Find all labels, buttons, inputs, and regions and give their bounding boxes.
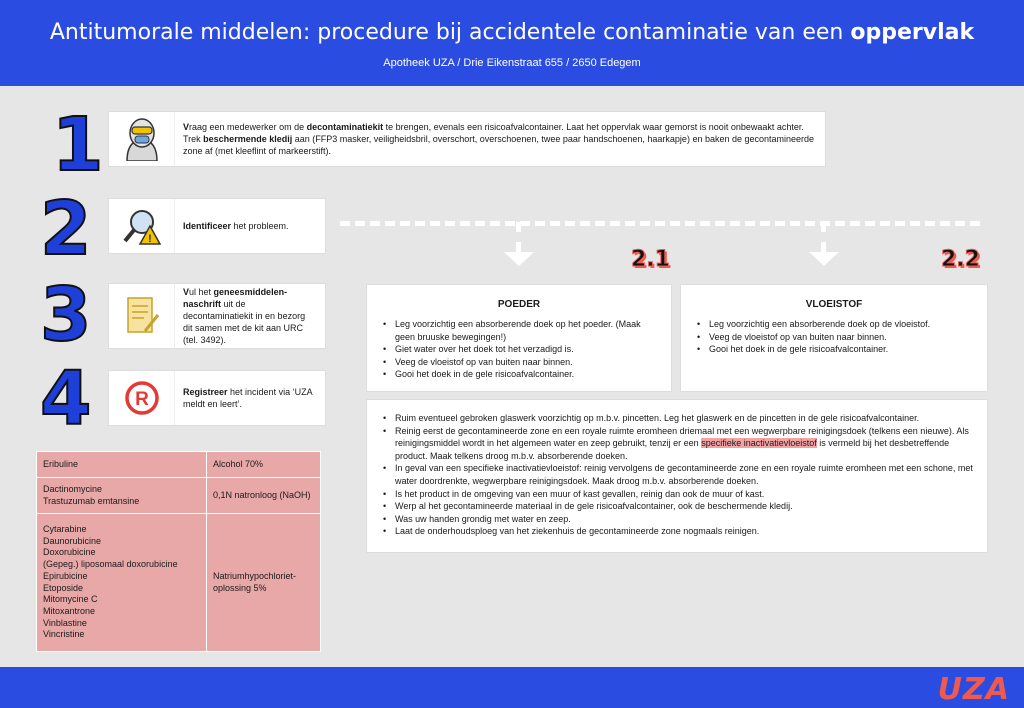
bold-text: V (183, 286, 190, 297)
drug-name: Eribuline (43, 458, 79, 469)
general-instructions-card (366, 399, 988, 553)
vloeistof-card (680, 284, 988, 392)
arrow-down-icon (809, 252, 839, 266)
table-cell-solvent: Alcohol 70% (207, 452, 321, 478)
hazmat-person-icon (109, 112, 175, 166)
page-footer (0, 667, 1024, 708)
step-number-2: 2 (40, 186, 92, 272)
document-pen-icon (109, 284, 175, 348)
table-cell-drugs (37, 514, 207, 652)
registered-icon (109, 371, 175, 425)
bold-text: Identificeer (183, 220, 232, 231)
bold-text: decontaminatiekit (306, 121, 384, 132)
page-title (0, 20, 1024, 45)
list-item: • Veeg de vloeistof op van buiten naar binnen. (383, 356, 657, 369)
drug-name: Mitoxantrone (43, 605, 96, 616)
drug-name: Trastuzumab emtansine (43, 495, 140, 506)
svg-text:!: ! (147, 233, 152, 245)
bold-text: Registreer (183, 386, 228, 397)
table-cell-drugs (37, 478, 207, 514)
agents-table (36, 451, 321, 652)
list-item: • Laat de onderhoudsploeg van het ziekenhuis de gecontamineerde zone nogmaals reinigen. (383, 525, 973, 538)
list-item: • Ruim eventueel gebroken glaswerk voorzichtig op m.b.v. pincetten. Leg het glaswerk en de pincetten in de gele risicoafvalcontainer. (383, 412, 973, 425)
text: te brengen, evenals een risicoafvalcontainer. Laat het oppervlak waar gemorst is nooit onbewaakt achter. Trek (183, 121, 804, 144)
step-number-1: 1 (52, 102, 104, 188)
list-item: • Gooi het doek in de gele risicoafvalcontainer. (383, 368, 657, 381)
dashed-connector-left-stem (516, 222, 521, 252)
list-item: • Was uw handen grondig met water en zeep. (383, 513, 973, 526)
step-4-text (175, 386, 325, 410)
svg-text:R: R (134, 389, 149, 410)
drug-name: Etoposide (43, 582, 84, 593)
drug-name: Daunorubicine (43, 535, 102, 546)
arrow-down-icon (504, 252, 534, 266)
list-item: • Gooi het doek in de gele risicoafvalcontainer. (697, 343, 973, 356)
uza-logo: UZA (937, 672, 1010, 707)
list-item: • Leg voorzichtig een absorberende doek op de vloeistof. (697, 318, 973, 331)
drug-name: Dactinomycine (43, 483, 103, 494)
step-2-card (108, 198, 326, 254)
list-item (383, 425, 973, 463)
poeder-list (367, 318, 671, 381)
poeder-title: POEDER (497, 299, 541, 310)
step-4-card (108, 370, 326, 426)
page-header (0, 0, 1024, 86)
drug-name: Epirubicine (43, 570, 88, 581)
page-subtitle: Apotheek UZA / Drie Eikenstraat 655 / 2650 Edegem (383, 57, 641, 69)
list-item-text: is vermeld bij het desbetreffende product. Maak telkens droog m.b.v. absorberende doeken. (395, 438, 950, 461)
list-item: • Werp al het gecontamineerde materiaal in de gele risicoafvalcontainer, ook de beschermende kledij. (383, 500, 973, 513)
table-cell-solvent: Natriumhypochloriet-oplossing 5% (207, 514, 321, 652)
step-number-3: 3 (40, 272, 92, 358)
drug-name: Mitomycine C (43, 594, 98, 605)
vloeistof-list (681, 318, 987, 356)
general-list (367, 412, 987, 538)
bold-text: geneesmiddelen-naschrift (183, 286, 288, 309)
poeder-card (366, 284, 672, 392)
drug-name: Cytarabine (43, 524, 87, 535)
step-3-card (108, 283, 326, 349)
drug-name: Vincristine (43, 629, 85, 640)
list-item: • Veeg de vloeistof op van buiten naar binnen. (697, 331, 973, 344)
drug-name: (Gepeg.) liposomaal doxorubicine (43, 559, 178, 570)
drug-name: Doxorubicine (43, 547, 96, 558)
magnifier-warning-icon (109, 199, 175, 253)
badge-2-2: 2.2 (941, 247, 980, 272)
step-1-card (108, 111, 826, 167)
bold-text: beschermende kledij (203, 133, 293, 144)
text: raag een medewerker om de (189, 121, 307, 132)
text: het incident via ‘UZA meldt en leert’. (183, 386, 313, 409)
drug-name: Vinblastine (43, 617, 87, 628)
step-number-4: 4 (40, 356, 92, 442)
text: aan (FFP3 masker, veiligheidsbril, overschort, overschoenen, twee paar handschoenen, haarkapje) en baken de gecontamineerde zone af (met kleeflint of markeerstift). (183, 133, 815, 157)
list-item: • Leg voorzichtig een absorberende doek op het poeder. (Maak geen bruuske bewegingen!) (383, 318, 657, 343)
step-2-text (175, 220, 297, 232)
table-row (37, 452, 321, 478)
text: het probleem. (231, 220, 289, 231)
bold-text: V (183, 121, 190, 132)
dashed-connector-right-stem (821, 222, 826, 252)
dashed-connector (340, 221, 980, 226)
title-text: Antitumorale middelen: procedure bij accidentele contaminatie van een (49, 20, 851, 45)
table-row (37, 514, 321, 652)
table-cell-drugs (37, 452, 207, 478)
text: ul het (189, 286, 214, 297)
step-3-text (175, 286, 325, 347)
vloeistof-title: VLOEISTOF (805, 299, 863, 310)
list-item: • Is het product in de omgeving van een muur of kast gevallen, reinig dan ook de muur of kast. (383, 488, 973, 501)
table-row (37, 478, 321, 514)
table-cell-solvent: 0,1N natronloog (NaOH) (207, 478, 321, 514)
list-item-text: Reinig eerst de gecontamineerde zone en een royale ruimte eromheen driemaal met een wegwerpbare reinigingsdoek (telkens een nieuwe). Als reinigingsmiddel wordt in het algemeen water en zeep gebruikt, tenzij er een (395, 425, 969, 449)
badge-2-1: 2.1 (631, 247, 670, 272)
title-bold-text: oppervlak (850, 20, 975, 45)
list-item: • In geval van een specifieke inactivatievloeistof: reinig vervolgens de gecontamineerde zone en een royale ruimte eromheen met een schone, met water doordrenkte, wegwerpbare reinigingsdoek. Maak droog m.b.v. absorberende doeken. (383, 462, 973, 487)
step-1-text (175, 121, 825, 157)
text: uit de decontaminatiekit in en bezorg dit samen met de kit aan URC (tel. 3492). (183, 298, 306, 346)
list-item: • Giet water over het doek tot het verzadigd is. (383, 343, 657, 356)
highlight-inactivation: specifieke inactivatievloeistof (701, 438, 817, 449)
